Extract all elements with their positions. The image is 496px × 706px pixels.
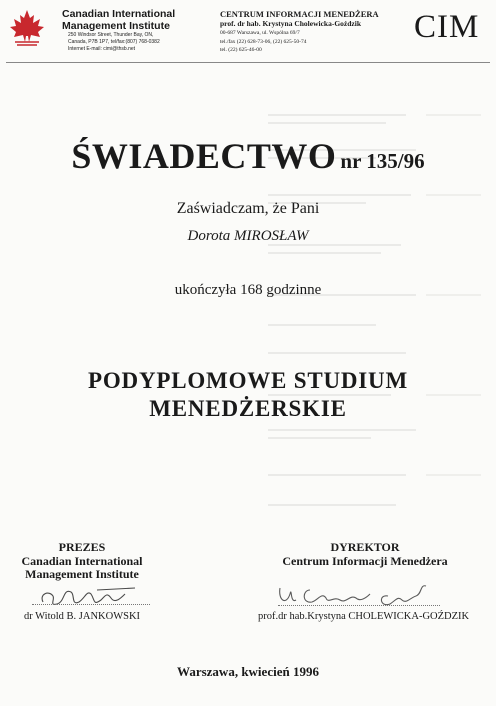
- left-signatory-org-line1: Canadian International: [21, 553, 143, 568]
- cim-telfax: tel./fax (22) 628-73-06, (22) 625-50-74: [220, 38, 307, 45]
- maple-leaf-logo-icon: [9, 8, 45, 48]
- left-handwritten-signature: [35, 582, 145, 614]
- completion-text: ukończyła 168 godzinne: [174, 282, 322, 298]
- certificate-title: [0, 135, 496, 177]
- right-signatory-org: Centrum Informacji Menedżera: [282, 553, 448, 568]
- cim-logo-text: CIM: [414, 9, 480, 45]
- left-signature-line: [32, 604, 150, 605]
- right-handwritten-signature: [270, 576, 440, 612]
- header-divider: [6, 62, 490, 63]
- cim-address: 00-687 Warszawa, ul. Wspólna 69/7: [220, 30, 300, 36]
- place-and-date: Warszawa, kwiecień 1996: [177, 664, 319, 679]
- cimi-address-line3: Internet E-mail: cimi@thsb.net: [68, 46, 136, 52]
- program-name-line1: PODYPLOMOWE STUDIUM: [88, 368, 408, 393]
- cimi-name-line1: Canadian International: [62, 8, 176, 20]
- right-signature-block: [275, 541, 455, 568]
- certificate-number: nr 135/96: [340, 149, 425, 173]
- cim-tel: tel. (22) 625-46-00: [220, 47, 262, 53]
- right-signature-line: [278, 605, 440, 606]
- left-signatory-name: dr Witold B. JANKOWSKI: [24, 611, 141, 622]
- certificate-title-text: ŚWIADECTWO: [71, 136, 337, 176]
- cim-director: prof. dr hab. Krystyna Cholewicka-Goździk: [220, 19, 361, 28]
- certificate-statement: Zaświadczam, że Pani: [176, 200, 320, 217]
- cimi-name-line2: Management Institute: [62, 20, 170, 32]
- cimi-address-line2: Canada, P7B 1P7, tel/fax:(807) 768-0382: [68, 39, 160, 45]
- right-signatory-role: DYREKTOR: [330, 540, 400, 554]
- cimi-address-line1: 250 Windsor Street, Thunder Bay, ON,: [68, 32, 154, 38]
- cim-header: [220, 9, 405, 55]
- recipient-last-name: MIROSŁAW: [234, 228, 309, 244]
- recipient-name: [0, 228, 496, 245]
- recipient-first-name: Dorota: [187, 228, 231, 244]
- left-signature-block: [12, 541, 152, 582]
- right-signatory-name: prof.dr hab.Krystyna CHOLEWICKA-GOŹDZIK: [258, 611, 470, 622]
- left-signatory-role: PREZES: [58, 540, 106, 554]
- program-name-line2: MENEDŻERSKIE: [149, 396, 347, 421]
- cim-name: CENTRUM INFORMACJI MENEDŻERA: [220, 9, 379, 19]
- left-signatory-org-line2: Management Institute: [25, 567, 139, 581]
- cimi-header: [62, 8, 212, 53]
